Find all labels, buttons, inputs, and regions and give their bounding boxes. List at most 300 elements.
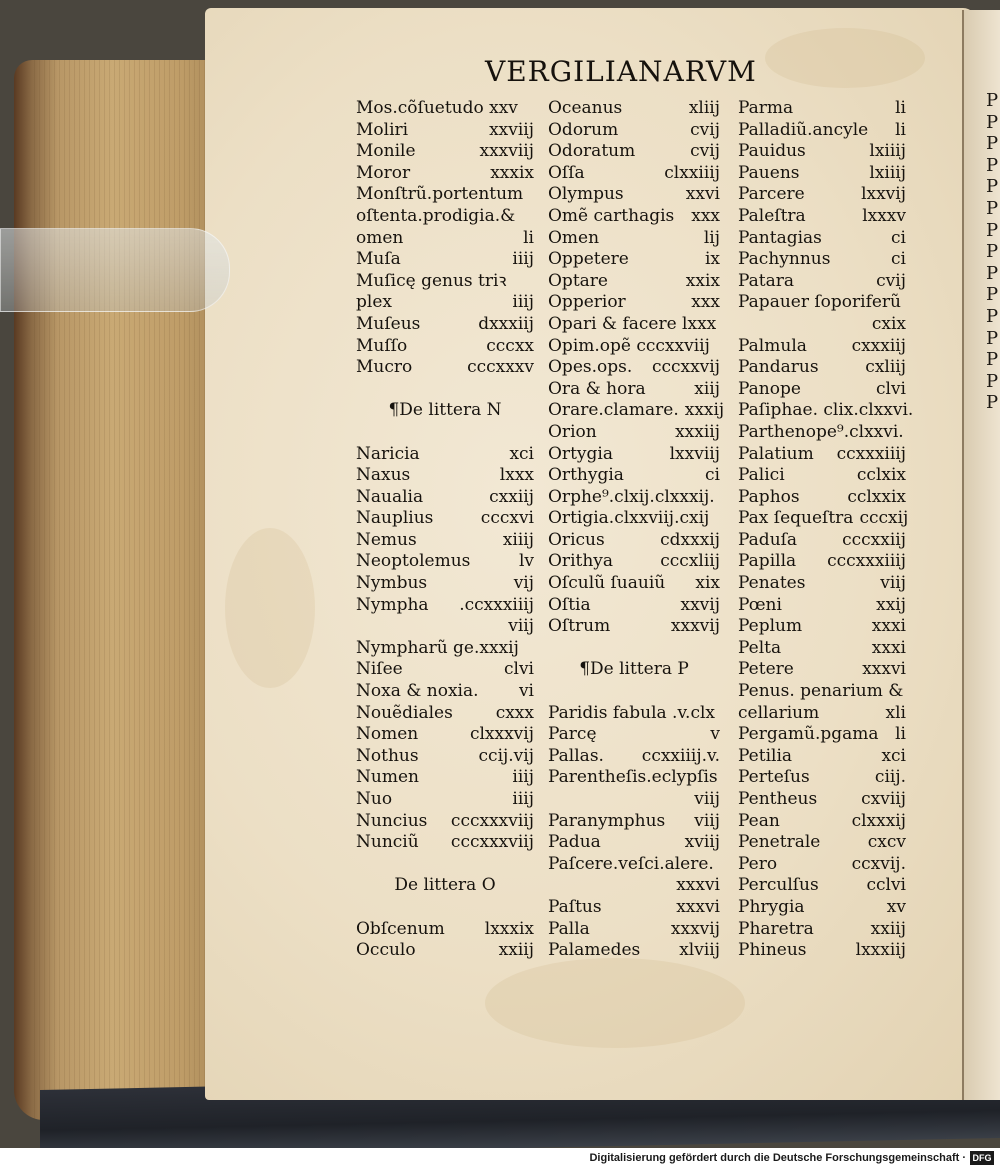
index-term: Muſeus xyxy=(356,313,421,334)
index-entry xyxy=(738,681,906,703)
index-reference: clxxxvij xyxy=(469,724,534,745)
footer-bar xyxy=(0,1148,1000,1169)
index-reference: ccij.vij xyxy=(478,745,534,766)
index-term: Nympharũ ge.xxxij xyxy=(356,637,519,658)
index-reference: viij xyxy=(508,616,534,637)
index-entry xyxy=(548,746,720,768)
index-reference: ciij. xyxy=(874,767,906,788)
index-reference: iiij xyxy=(512,767,534,788)
index-entry xyxy=(356,659,534,681)
index-entry xyxy=(356,508,534,530)
index-term: ¶De littera P xyxy=(579,659,689,680)
index-reference: xci xyxy=(509,443,534,464)
index-reference: viij xyxy=(880,573,906,594)
index-reference: cxix xyxy=(871,313,906,334)
index-entry xyxy=(738,184,906,206)
index-term: Parcę xyxy=(548,724,597,745)
index-reference: xlviij xyxy=(679,940,720,961)
adjacent-page-letter: P xyxy=(986,176,999,198)
index-entry xyxy=(548,314,720,336)
index-term: Pharetra xyxy=(738,918,814,939)
index-entry xyxy=(356,141,534,163)
index-term: Paſtus xyxy=(548,896,602,917)
index-reference: xxix xyxy=(685,270,720,291)
index-entry xyxy=(356,638,534,660)
index-reference: xxiij xyxy=(870,918,906,939)
index-entry xyxy=(548,422,720,444)
index-entry xyxy=(548,357,720,379)
index-reference: cxcv xyxy=(867,832,906,853)
index-reference: xiij xyxy=(694,378,720,399)
index-term: Paſiphae. clix.clxxvi. xyxy=(738,400,914,421)
index-entry xyxy=(738,767,906,789)
index-term: Orare.clamare. xyxy=(548,400,679,421)
adjacent-page-letter: P xyxy=(986,262,999,284)
index-term: Naxus xyxy=(356,465,411,486)
index-reference: ccxvij. xyxy=(851,853,906,874)
index-entry xyxy=(356,746,534,768)
index-reference: cccxxiij xyxy=(842,529,906,550)
index-reference: xxxiij xyxy=(675,421,720,442)
adjacent-page-letter: P xyxy=(986,198,999,219)
index-reference: li xyxy=(895,119,906,140)
index-term: Pachynnus xyxy=(738,249,831,270)
index-column-3 xyxy=(738,98,914,962)
index-reference: xviij xyxy=(684,832,720,853)
index-term: Penates xyxy=(738,573,806,594)
index-term: Omen xyxy=(548,227,600,248)
index-entry xyxy=(356,897,534,919)
index-reference: cxviij xyxy=(861,789,906,809)
adjacent-page-letter: P xyxy=(986,284,999,306)
index-entry xyxy=(548,184,720,206)
index-entry xyxy=(356,767,534,789)
index-entry xyxy=(548,530,720,552)
index-term: Neoptolemus xyxy=(356,551,471,572)
index-reference: lxxxix xyxy=(484,918,534,939)
index-entry xyxy=(738,141,906,163)
index-entry xyxy=(738,724,906,746)
index-reference: vi xyxy=(518,681,534,702)
index-reference: lxiiij xyxy=(869,141,906,162)
index-entry xyxy=(356,616,534,638)
index-entry xyxy=(738,206,906,228)
index-term: Muſſo xyxy=(356,335,408,356)
index-term: Parentheſis.eclypſis xyxy=(548,767,718,788)
index-reference: cxxx xyxy=(495,702,534,723)
index-reference: xxxvij xyxy=(670,616,720,637)
index-reference: iiij xyxy=(512,249,534,270)
index-reference: cclxix xyxy=(856,465,906,486)
index-reference: ci xyxy=(891,249,906,270)
adjacent-page-letter: P xyxy=(986,219,999,241)
index-entry xyxy=(356,530,534,552)
adjacent-page-edge xyxy=(962,10,1000,1100)
page-stain xyxy=(485,958,745,1048)
index-reference: xxvij xyxy=(680,594,720,615)
index-column-1 xyxy=(356,98,534,962)
index-entry xyxy=(548,832,720,854)
index-term: Parcere xyxy=(738,184,805,205)
index-entry xyxy=(738,595,906,617)
index-reference: xix xyxy=(695,573,720,594)
index-term: Orithya xyxy=(548,551,614,572)
index-entry xyxy=(738,789,906,811)
index-entry xyxy=(356,444,534,466)
index-reference: cxxiij xyxy=(489,486,534,507)
index-term: Palamedes xyxy=(548,940,641,961)
index-reference: cclxxix xyxy=(847,486,906,507)
page-stain xyxy=(765,28,925,88)
index-reference: cvij xyxy=(690,119,720,140)
index-entry xyxy=(356,249,534,271)
index-entry xyxy=(356,487,534,509)
index-entry xyxy=(738,422,906,444)
index-entry xyxy=(356,573,534,595)
index-reference: cvij xyxy=(690,141,720,162)
index-reference: cxxxiij xyxy=(851,335,906,356)
index-entry xyxy=(738,465,906,487)
index-reference: cccxxxv xyxy=(467,357,534,378)
index-reference: xxx xyxy=(691,205,720,226)
index-entry xyxy=(548,163,720,185)
index-entry xyxy=(356,724,534,746)
index-reference: xxviij xyxy=(489,119,534,140)
index-entry xyxy=(738,573,906,595)
index-entry xyxy=(548,940,720,962)
index-term: Mos.cõſuetudo xxv xyxy=(356,98,518,118)
section-heading xyxy=(356,400,534,422)
index-reference: cclvi xyxy=(866,875,906,896)
index-term: Palla xyxy=(548,918,590,939)
index-term: Nuncius xyxy=(356,810,428,831)
index-term: Mucro xyxy=(356,357,413,378)
index-entry xyxy=(356,120,534,142)
index-term: Nemus xyxy=(356,529,417,550)
index-entry xyxy=(738,249,906,271)
index-term: Olympus xyxy=(548,184,624,205)
adjacent-page-letter: P xyxy=(986,111,999,133)
index-entry xyxy=(738,379,906,401)
adjacent-page-letter: P xyxy=(986,154,999,176)
index-entry xyxy=(548,206,720,228)
index-term: Petilia xyxy=(738,745,793,766)
index-entry xyxy=(548,228,720,250)
index-term: Noxa & noxia. xyxy=(356,681,479,702)
index-term: Orion xyxy=(548,421,597,442)
index-term: cellarium xyxy=(738,702,820,723)
index-entry xyxy=(356,336,534,358)
index-reference: clvi xyxy=(876,378,906,399)
index-term: Palladiũ.ancyle xyxy=(738,119,869,140)
index-term: Phrygia xyxy=(738,896,805,917)
index-reference: lxxviij xyxy=(669,443,720,464)
index-reference: xxiij xyxy=(498,940,534,961)
index-term: Oſculũ ſuauiũ xyxy=(548,573,666,594)
index-entry xyxy=(738,487,906,509)
index-term: Petere xyxy=(738,659,794,680)
index-entry xyxy=(738,357,906,379)
index-entry xyxy=(356,832,534,854)
index-reference: xci xyxy=(881,745,906,766)
index-entry xyxy=(548,638,720,660)
index-term: Perteſus xyxy=(738,767,810,788)
index-term: Penetrale xyxy=(738,832,821,853)
index-term: Paſcere.veſci.alere. xyxy=(548,853,714,874)
index-entry xyxy=(738,854,906,876)
index-reference: cccxx xyxy=(486,335,534,356)
index-entry xyxy=(356,940,534,962)
index-entry xyxy=(738,98,906,120)
index-entry xyxy=(548,98,720,120)
index-entry xyxy=(548,811,720,833)
index-entry xyxy=(738,616,906,638)
dfg-logo: DFG xyxy=(970,1151,994,1165)
index-term: Nothus xyxy=(356,745,419,766)
index-entry xyxy=(548,336,720,358)
index-entry xyxy=(738,228,906,250)
index-entry xyxy=(356,681,534,703)
index-term: Opes.ops. xyxy=(548,357,633,378)
index-reference: lxxvij xyxy=(861,184,906,205)
index-entry xyxy=(356,789,534,811)
index-entry xyxy=(356,703,534,725)
index-term: Paphos xyxy=(738,486,800,507)
index-term: Naualia xyxy=(356,486,424,507)
index-term: oſtenta.prodigia.& xyxy=(356,205,516,226)
index-reference: li xyxy=(523,227,534,248)
index-term: ¶De littera N xyxy=(388,400,502,421)
index-entry xyxy=(548,875,720,897)
index-term: plex xyxy=(356,292,392,313)
index-term: omen xyxy=(356,227,404,248)
index-entry xyxy=(738,292,906,314)
index-term: Palmula xyxy=(738,335,807,356)
index-term: Numen xyxy=(356,767,419,788)
index-entry xyxy=(738,271,906,293)
index-entry xyxy=(548,703,720,725)
index-reference: xxxvij xyxy=(670,918,720,939)
index-term: Palici xyxy=(738,465,785,486)
index-term: Ortygia xyxy=(548,443,613,464)
index-term: Pauens xyxy=(738,162,800,183)
index-term: Peplum xyxy=(738,616,803,637)
index-term: Pantagias xyxy=(738,227,822,248)
index-term: Parthenope⁹.clxxvi. xyxy=(738,421,904,442)
index-term: Oſtia xyxy=(548,594,591,615)
index-entry xyxy=(548,465,720,487)
book-fore-edge xyxy=(14,60,234,1120)
index-reference: cccxliij xyxy=(660,551,720,572)
index-reference: viij xyxy=(694,810,720,831)
index-reference: clxxiiij xyxy=(664,162,720,183)
index-term: Odorum xyxy=(548,119,619,140)
index-entry xyxy=(356,98,534,120)
index-term: Pax ſequeſtra xyxy=(738,508,854,529)
index-entry xyxy=(548,120,720,142)
index-entry xyxy=(356,595,534,617)
index-reference: cdxxxij xyxy=(660,529,720,550)
index-term: Naricia xyxy=(356,443,420,464)
index-reference: cccxxxviij xyxy=(450,832,534,853)
index-reference: xxxi xyxy=(871,616,906,637)
index-reference: dxxxiij xyxy=(478,313,534,334)
index-entry xyxy=(738,444,906,466)
index-entry xyxy=(548,789,720,811)
index-term: Opperior xyxy=(548,292,626,313)
index-term: Pero xyxy=(738,853,778,874)
index-term: Odoratum xyxy=(548,141,636,162)
index-entry xyxy=(738,638,906,660)
index-entry xyxy=(356,551,534,573)
index-term: Moliri xyxy=(356,119,409,140)
index-term: Nouẽdiales xyxy=(356,702,453,723)
index-reference: ci xyxy=(705,465,720,486)
index-term: Nomen xyxy=(356,724,419,745)
index-reference: lxxxv xyxy=(862,205,906,226)
index-term: Oppetere xyxy=(548,249,629,270)
index-term: Paleſtra xyxy=(738,205,806,226)
index-term: Occulo xyxy=(356,940,416,961)
index-entry xyxy=(356,228,534,250)
index-entry xyxy=(548,487,720,509)
index-reference: vij xyxy=(513,573,534,594)
index-reference: ci xyxy=(891,227,906,248)
adjacent-page-letter: P xyxy=(986,392,999,414)
index-entry xyxy=(356,206,534,228)
index-term: Padua xyxy=(548,832,601,853)
index-reference: cccxvi xyxy=(480,508,534,529)
index-entry xyxy=(738,314,906,336)
index-entry xyxy=(548,724,720,746)
index-term: Patara xyxy=(738,270,795,291)
adjacent-page-letter: P xyxy=(986,370,999,392)
index-entry xyxy=(356,854,534,876)
index-entry xyxy=(738,940,906,962)
index-term: Phineus xyxy=(738,940,807,961)
index-term: Oricus xyxy=(548,529,605,550)
index-term: Paridis fabula .v.clx xyxy=(548,702,715,723)
page-stain xyxy=(225,528,315,688)
index-term: Ortigia.clxxviij.cxij xyxy=(548,508,710,529)
index-entry xyxy=(548,767,720,789)
index-term: Pandarus xyxy=(738,357,819,378)
index-reference: xxxi xyxy=(871,637,906,658)
index-term: Panope xyxy=(738,378,801,399)
index-reference: xxxvi xyxy=(676,896,720,917)
index-reference: viij xyxy=(694,789,720,809)
index-reference: cvij xyxy=(876,270,906,291)
index-entry xyxy=(548,400,725,422)
index-entry xyxy=(356,811,534,833)
index-reference: xxxviij xyxy=(479,141,534,162)
index-reference: cccxxxiiij xyxy=(827,551,906,572)
index-reference: xliij xyxy=(688,98,720,118)
index-term: Paranymphus xyxy=(548,810,666,831)
index-entry xyxy=(548,897,720,919)
index-entry xyxy=(356,422,534,444)
index-term: Omẽ carthagis xyxy=(548,205,675,226)
index-entry xyxy=(738,120,906,142)
index-entry xyxy=(738,508,909,530)
section-heading xyxy=(356,875,534,897)
index-term: Opim.opẽ cccxxviij xyxy=(548,335,710,356)
index-entry xyxy=(738,875,906,897)
index-term: Paduſa xyxy=(738,529,798,550)
index-entry xyxy=(738,746,906,768)
index-entry xyxy=(548,379,720,401)
adjacent-page-letter: P xyxy=(986,241,999,263)
index-entry xyxy=(356,465,534,487)
index-term: Penus. penarium & xyxy=(738,681,904,702)
index-reference: xxx xyxy=(691,292,720,313)
index-term: Niſee xyxy=(356,659,403,680)
index-entry xyxy=(738,832,906,854)
index-reference: xxxix xyxy=(490,162,534,183)
index-term: Pauidus xyxy=(738,141,806,162)
index-term: Perculſus xyxy=(738,875,819,896)
index-reference: v xyxy=(710,724,720,745)
index-reference: lxiiij xyxy=(869,162,906,183)
index-reference: ccxxxiiij xyxy=(836,443,906,464)
footer-credit: Digitalisierung gefördert durch die Deutsche Forschungsgemeinschaft · xyxy=(589,1152,966,1164)
index-term: Nunciũ xyxy=(356,832,419,853)
index-reference: xli xyxy=(885,702,906,723)
index-entry xyxy=(738,530,906,552)
index-term: De littera O xyxy=(394,875,496,896)
index-entry xyxy=(548,919,720,941)
index-entry xyxy=(548,271,720,293)
index-entry xyxy=(548,141,720,163)
index-term: Muſicę genus triꝛ xyxy=(356,270,507,291)
index-entry xyxy=(738,811,906,833)
index-term: Pallas. xyxy=(548,745,604,766)
index-term: Oceanus xyxy=(548,98,623,118)
index-entry xyxy=(738,163,906,185)
index-term: Pergamũ.pgama xyxy=(738,724,879,745)
index-term: Nauplius xyxy=(356,508,434,529)
index-reference: xv xyxy=(886,896,906,917)
index-reference: iiij xyxy=(512,292,534,313)
index-reference: xxvi xyxy=(685,184,720,205)
index-entry xyxy=(356,357,534,379)
index-term: Orphe⁹.clxij.clxxxij. xyxy=(548,486,715,507)
index-reference: xiiij xyxy=(502,529,534,550)
index-reference: clxxxij xyxy=(851,810,906,831)
index-term: Papauer ſoporiferũ xyxy=(738,292,902,313)
index-entry xyxy=(548,616,720,638)
index-reference: xxxij xyxy=(684,400,725,421)
index-reference: cccxxvij xyxy=(651,357,720,378)
index-reference: lij xyxy=(703,227,720,248)
adjacent-page-letter: P xyxy=(986,327,999,349)
index-term: Nympha xyxy=(356,594,429,615)
index-term: Papilla xyxy=(738,551,797,572)
index-term: Pelta xyxy=(738,637,782,658)
adjacent-page-letter: P xyxy=(986,90,999,111)
index-reference: xxxvi xyxy=(862,659,906,680)
index-term: Obſcenum xyxy=(356,918,445,939)
index-entry xyxy=(356,163,534,185)
index-term: Ora & hora xyxy=(548,378,646,399)
index-entry xyxy=(548,551,720,573)
index-reference: lxxxiij xyxy=(855,940,906,961)
index-reference: cccxij xyxy=(859,508,909,529)
index-reference: lv xyxy=(518,551,534,572)
index-reference: li xyxy=(895,98,906,118)
index-reference: ix xyxy=(704,249,720,270)
index-entry xyxy=(738,400,914,422)
